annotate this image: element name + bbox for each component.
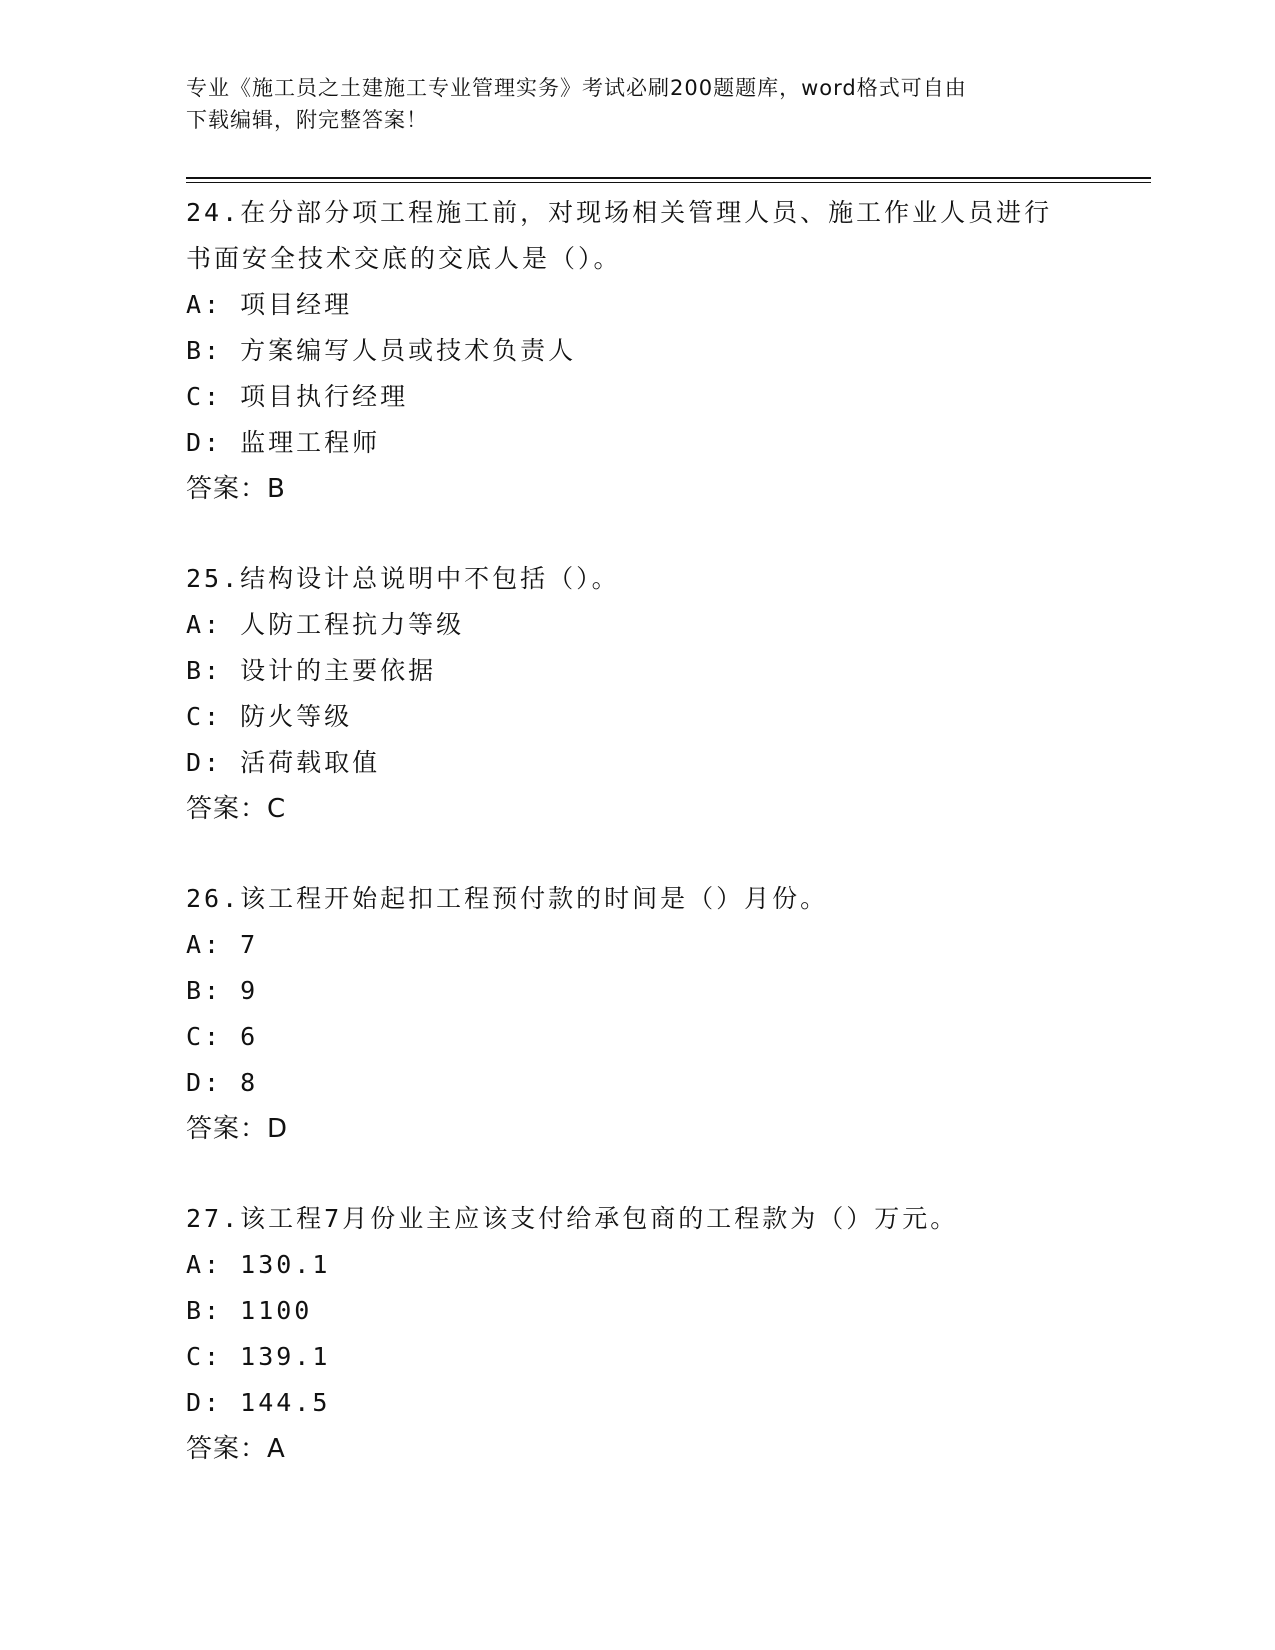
header-divider-thin: [186, 182, 1151, 183]
answer-label: 答案：C: [186, 794, 287, 824]
option-a: A: 7: [186, 930, 259, 959]
question-stem: 27.该工程7月份业主应该支付给承包商的工程款为（）万元。: [186, 1204, 959, 1233]
option-d: D: 8: [186, 1068, 259, 1097]
option-d: D: 活荷载取值: [186, 748, 381, 777]
option-c: C: 防火等级: [186, 702, 353, 731]
option-a: A: 人防工程抗力等级: [186, 610, 465, 639]
header-line-1: 专业《施工员之土建施工专业管理实务》考试必刷200题题库，word格式可自由: [186, 76, 967, 100]
option-c: C: 6: [186, 1022, 259, 1051]
question-27: [186, 1196, 1136, 1472]
question-stem: 24.在分部分项工程施工前，对现场相关管理人员、施工作业人员进行: [186, 198, 1053, 227]
answer-label: 答案：D: [186, 1114, 289, 1144]
question-26: [186, 876, 1136, 1152]
option-b: B: 9: [186, 976, 259, 1005]
option-b: B: 设计的主要依据: [186, 656, 437, 685]
question-stem: 26.该工程开始起扣工程预付款的时间是（）月份。: [186, 884, 829, 913]
document-header: [186, 72, 1086, 136]
option-b: B: 方案编写人员或技术负责人: [186, 336, 577, 365]
answer-label: 答案：B: [186, 474, 286, 504]
option-d: D: 监理工程师: [186, 428, 381, 457]
question-25: [186, 556, 1136, 832]
question-list: [186, 190, 1136, 1516]
option-c: C: 项目执行经理: [186, 382, 409, 411]
question-stem-continued: 书面安全技术交底的交底人是（）。: [186, 244, 622, 273]
option-d: D: 144.5: [186, 1388, 331, 1417]
option-c: C: 139.1: [186, 1342, 331, 1371]
header-divider-thick: [186, 177, 1151, 179]
answer-label: 答案：A: [186, 1434, 286, 1464]
header-line-2: 下载编辑，附完整答案！: [186, 108, 428, 132]
question-stem: 25.结构设计总说明中不包括（）。: [186, 564, 620, 593]
option-a: A: 项目经理: [186, 290, 353, 319]
question-24: [186, 190, 1136, 512]
option-a: A: 130.1: [186, 1250, 331, 1279]
option-b: B: 1100: [186, 1296, 313, 1325]
